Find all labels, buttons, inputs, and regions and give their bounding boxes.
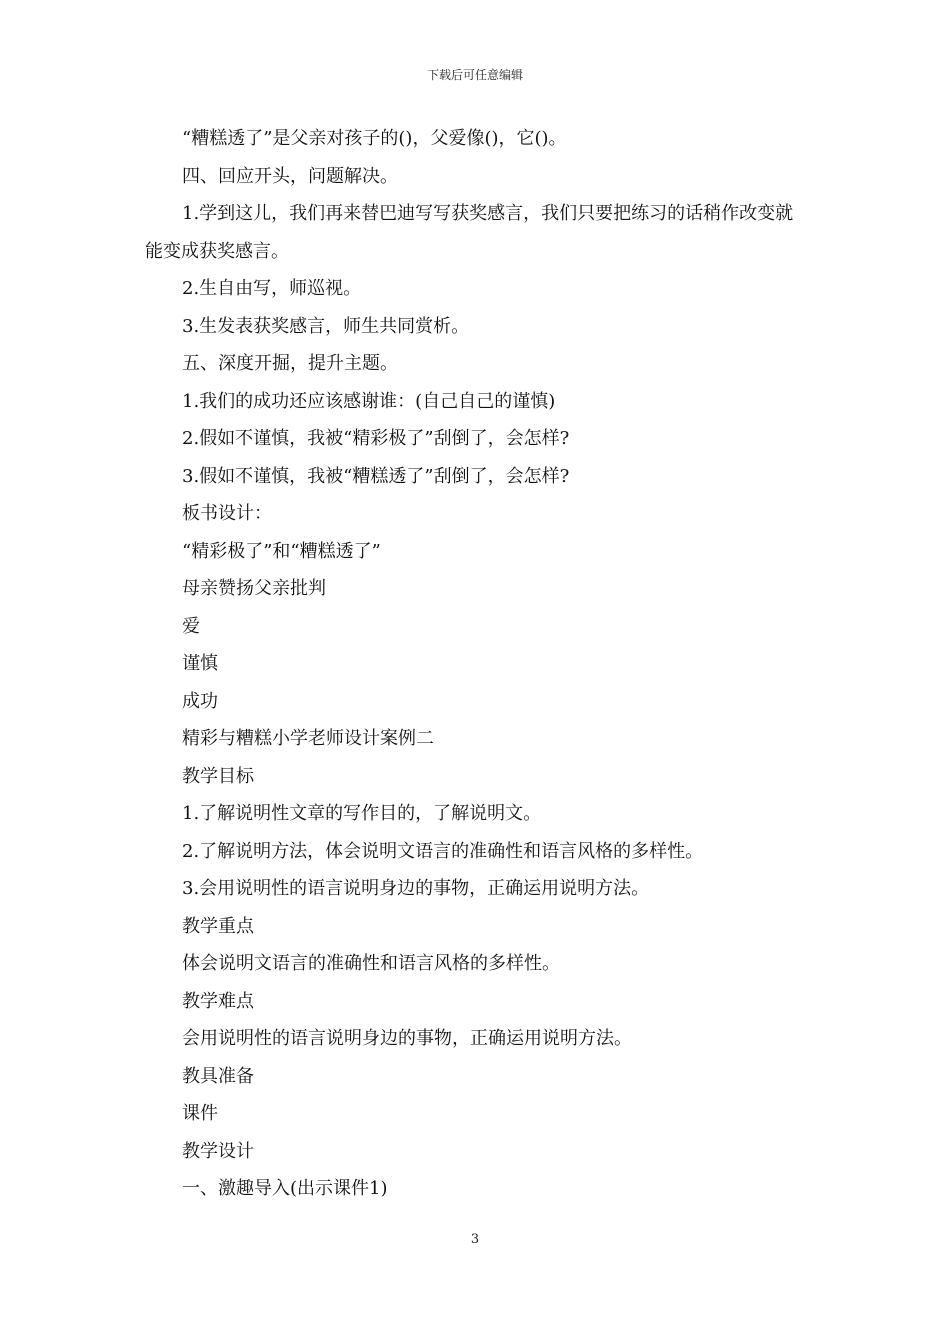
paragraph: 一、激趣导入(出示课件1)	[182, 1178, 388, 1199]
paragraph: 教学设计	[182, 1140, 254, 1162]
paragraph: 1.学到这儿，我们再来替巴迪写写获奖感言，我们只要把练习的话稍作改变就能变成获奖感言。	[145, 203, 794, 262]
paragraph: “糟糕透了”是父亲对孩子的()，父爱像()，它()。	[182, 128, 567, 149]
paragraph: 3.假如不谨慎，我被“糟糕透了”刮倒了，会怎样?	[182, 465, 570, 487]
paragraph: 1.了解说明性文章的写作目的，了解说明文。	[182, 803, 542, 824]
paragraph: 母亲赞扬父亲批判	[182, 578, 326, 599]
paragraph: 谨慎	[182, 653, 218, 674]
paragraph: 板书设计：	[182, 503, 272, 524]
paragraph: “精彩极了”和“糟糕透了”	[182, 540, 381, 562]
paragraph: 教具准备	[182, 1065, 254, 1087]
page-header: 下载后可任意编辑	[426, 68, 523, 82]
paragraph: 课件	[182, 1103, 218, 1124]
paragraph: 爱	[182, 615, 200, 637]
paragraph: 3.会用说明性的语言说明身边的事物，正确运用说明方法。	[182, 878, 650, 899]
paragraph: 2.了解说明方法，体会说明文语言的准确性和语言风格的多样性。	[182, 840, 704, 862]
paragraph: 2.生自由写，师巡视。	[182, 278, 362, 299]
paragraph: 体会说明文语言的准确性和语言风格的多样性。	[182, 953, 560, 974]
paragraph: 精彩与糟糕小学老师设计案例二	[182, 728, 434, 749]
document-body	[145, 120, 810, 1208]
paragraph: 成功	[182, 690, 218, 712]
page-number: 3	[470, 1232, 480, 1247]
paragraph: 四、回应开头，问题解决。	[182, 165, 398, 187]
paragraph: 会用说明性的语言说明身边的事物，正确运用说明方法。	[182, 1028, 632, 1049]
paragraph: 教学目标	[182, 765, 254, 787]
paragraph: 1.我们的成功还应该感谢谁：(自己自己的谨慎)	[182, 390, 556, 412]
paragraph: 3.生发表获奖感言，师生共同赏析。	[182, 315, 470, 337]
paragraph: 教学难点	[182, 990, 254, 1012]
paragraph: 教学重点	[182, 915, 254, 937]
paragraph: 2.假如不谨慎，我被“精彩极了”刮倒了，会怎样?	[182, 428, 570, 449]
paragraph: 五、深度开掘，提升主题。	[182, 353, 398, 374]
